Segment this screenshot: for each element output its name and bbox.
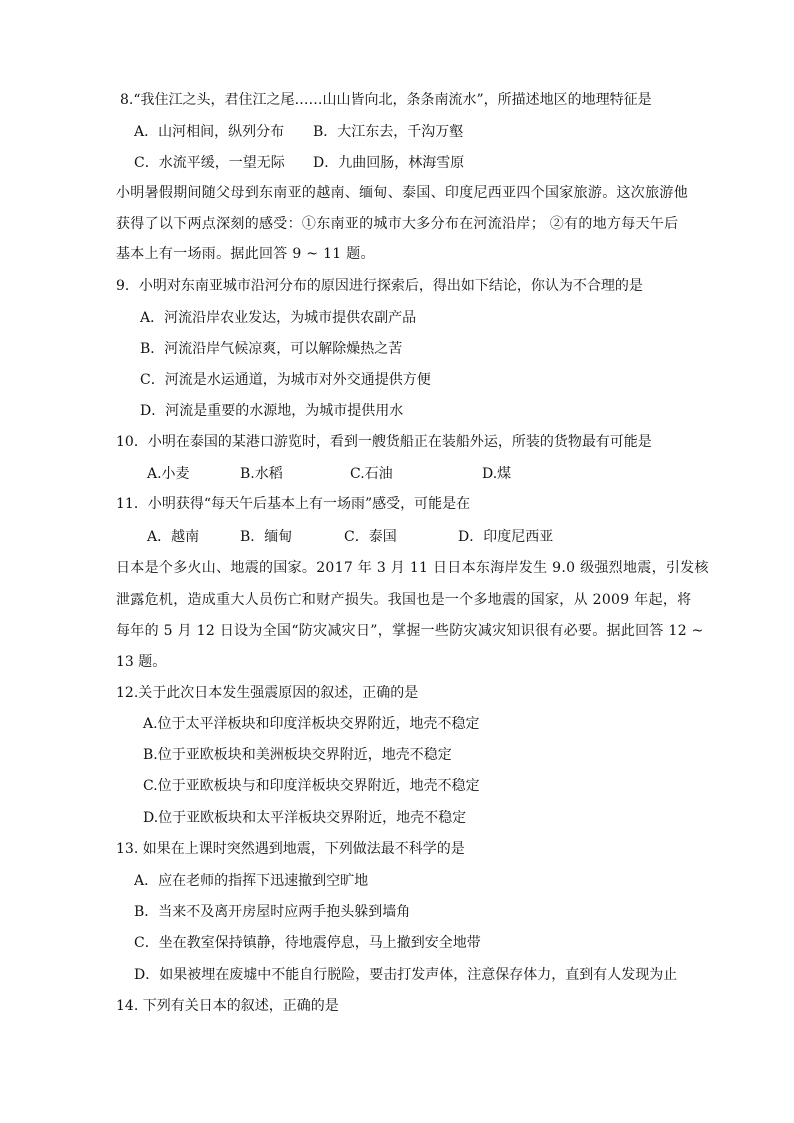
q11-option-b: B．缅甸: [240, 529, 293, 545]
q12-option-d: D.位于亚欧板块和太平洋板块交界附近，地壳不稳定: [143, 810, 467, 826]
q8-option-b: B．大江东去，千沟万壑: [313, 124, 464, 140]
q10-option-c: C.石油: [350, 466, 393, 482]
q11-option-c: C．泰国: [344, 529, 397, 545]
q9-option-b: B．河流沿岸气候凉爽，可以解除燥热之苦: [140, 341, 403, 357]
q12-stem: 12.关于此次日本发生强震原因的叙述，正确的是: [116, 685, 419, 701]
passage2-line-2: 泄露危机，造成重大人员伤亡和财产损失。我国也是一个多地震的国家，从 2009 年起，将: [116, 592, 692, 608]
q10-option-d: D.煤: [482, 466, 512, 482]
q8-option-d: D．九曲回肠，林海雪原: [313, 155, 465, 171]
q13-option-c: C．坐在教室保持镇静，待地震停息，马上撤到安全地带: [134, 935, 481, 951]
q8-stem: 8.“我住江之头，君住江之尾……山山皆向北，条条南流水”，所描述地区的地理特征是: [120, 92, 652, 108]
passage1-line-1: 小明暑假期间随父母到东南亚的越南、缅甸、泰国、印度尼西亚四个国家旅游。这次旅游他: [116, 185, 688, 201]
q9-option-c: C．河流是水运通道，为城市对外交通提供方便: [140, 372, 431, 388]
q13-stem: 13. 如果在上课时突然遇到地震，下列做法最不科学的是: [116, 841, 465, 857]
q12-option-c: C.位于亚欧板块与和印度洋板块交界附近，地壳不稳定: [143, 778, 480, 794]
passage1-line-2: 获得了以下两点深刻的感受：①东南亚的城市大多分布在河流沿岸； ②有的地方每天午后: [116, 216, 679, 232]
q11-option-a: A．越南: [147, 529, 200, 545]
q8-option-a: A．山河相间，纵列分布: [134, 124, 285, 140]
q8-option-c: C．水流平缓，一望无际: [134, 155, 285, 171]
passage2-line-3: 每年的 5 月 12 日设为全国“防灾减灾日”，掌握一些防灾减灾知识很有必要。据此回答 12 ~: [116, 623, 704, 639]
q10-option-a: A.小麦: [147, 466, 190, 482]
q12-option-b: B.位于亚欧板块和美洲板块交界附近，地壳不稳定: [143, 747, 452, 763]
passage2-line-4: 13 题。: [116, 654, 167, 670]
q9-option-d: D．河流是重要的水源地，为城市提供用水: [140, 403, 404, 419]
q9-stem: 9．小明对东南亚城市沿河分布的原因进行探索后，得出如下结论，你认为不合理的是: [116, 278, 643, 294]
passage2-line-1: 日本是个多火山、地震的国家。2017 年 3 月 11 日日本东海岸发生 9.0 级强烈地震，引发核: [116, 560, 709, 576]
q12-option-a: A.位于太平洋板块和印度洋板块交界附近，地壳不稳定: [143, 716, 480, 732]
q11-option-d: D．印度尼西亚: [458, 529, 554, 545]
q10-stem: 10．小明在泰国的某港口游览时，看到一艘货船正在装船外运，所装的货物最有可能是: [116, 434, 652, 450]
q13-option-d: D．如果被埋在废墟中不能自行脱险，要击打发声体，注意保存体力，直到有人发现为止: [134, 967, 678, 983]
q10-option-b: B.水稻: [240, 466, 283, 482]
q9-option-a: A．河流沿岸农业发达，为城市提供农副产品: [140, 310, 417, 326]
q14-stem: 14. 下列有关日本的叙述，正确的是: [116, 998, 339, 1014]
passage1-line-3: 基本上有一场雨。据此回答 9 ~ 11 题。: [116, 246, 375, 262]
q13-option-a: A．应在老师的指挥下迅速撤到空旷地: [134, 873, 369, 889]
q13-option-b: B．当来不及离开房屋时应两手抱头躲到墙角: [134, 904, 411, 920]
q11-stem: 11．小明获得“每天午后基本上有一场雨”感受，可能是在: [116, 496, 471, 512]
